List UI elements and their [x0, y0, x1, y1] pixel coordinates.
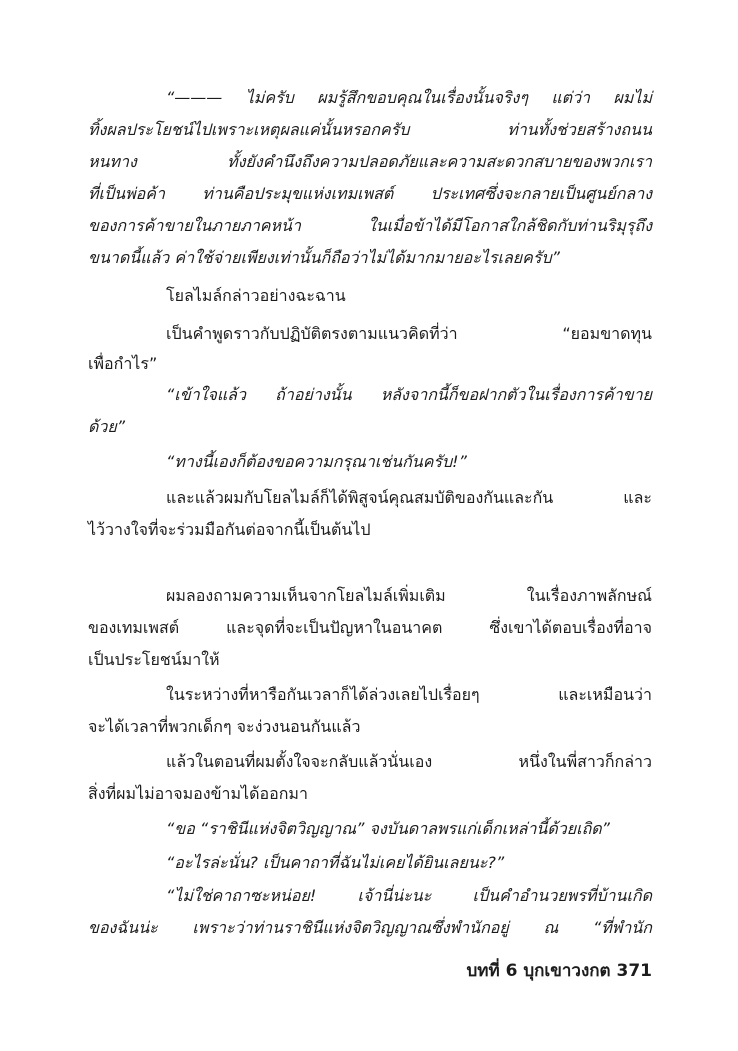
text-line: “ไม่ใช่คาถาซะหน่อย! เจ้านี่น่ะนะ เป็นคำอำนวยพรที่บ้านเกิด [166, 886, 652, 905]
text-line: จะได้เวลาที่พวกเด็กๆ จะง่วงนอนกันแล้ว [88, 717, 361, 736]
text-line: เป็นคำพูดราวกับปฏิบัติตรงตามแนวคิดที่ว่า “ยอมขาดทุน [166, 324, 652, 343]
text-line: “เข้าใจแล้ว ถ้าอย่างนั้น หลังจากนี้ก็ขอฝากตัวในเรื่องการค้าขาย [166, 385, 652, 404]
text-line: ของการค้าขายในภายภาคหน้า ในเมื่อข้าได้มีโอกาสใกล้ชิดกับท่านริมุรุถึง [88, 216, 652, 235]
text-line: และแล้วผมกับโยลไมล์ก็ได้พิสูจน์คุณสมบัติของกันและกัน และ [166, 488, 652, 507]
text-line: ในระหว่างที่หารือกันเวลาก็ได้ล่วงเลยไปเรื่อยๆ และเหมือนว่า [166, 685, 652, 704]
text-line: ผมลองถามความเห็นจากโยลไมล์เพิ่มเติม ในเรื่องภาพลักษณ์ [166, 586, 652, 605]
page-footer: บทที่ 6 บุกเขาวงกต 371 [466, 961, 652, 981]
text-line: สิ่งที่ผมไม่อาจมองข้ามได้ออกมา [88, 784, 308, 803]
text-line: ไว้วางใจที่จะร่วมมือกันต่อจากนี้เป็นต้นไป [88, 520, 371, 539]
text-line: หนทาง ทั้งยังคำนึงถึงความปลอดภัยและความสะดวกสบายของพวกเรา [88, 152, 652, 171]
text-line: แล้วในตอนที่ผมตั้งใจจะกลับแล้วนั่นเอง หนึ่งในพี่สาวก็กล่าว [166, 752, 652, 771]
text-line: เป็นประโยชน์มาให้ [88, 650, 220, 669]
text-line: “ทางนี้เองก็ต้องขอความกรุณาเช่นกันครับ!” [166, 452, 467, 471]
text-line: ที่เป็นพ่อค้า ท่านคือประมุขแห่งเทมเพสต์ ประเทศซึ่งจะกลายเป็นศูนย์กลาง [88, 184, 652, 203]
text-line: “——— ไม่ครับ ผมรู้สึกขอบคุณในเรื่องนั้นจริงๆ แต่ว่า ผมไม่ [166, 88, 652, 107]
text-line: “อะไรล่ะนั่น? เป็นคาถาที่ฉันไม่เคยได้ยินเลยนะ?” [166, 853, 505, 872]
text-line: ของเทมเพสต์ และจุดที่จะเป็นปัญหาในอนาคต ซึ่งเขาได้ตอบเรื่องที่อาจ [88, 618, 652, 637]
text-line: เพื่อกำไร” [88, 354, 158, 373]
text-line: ขนาดนี้แล้ว ค่าใช้จ่ายเพียงเท่านั้นก็ถือว่าไม่ได้มากมายอะไรเลยครับ” [88, 248, 560, 267]
text-line: “ขอ “ราชินีแห่งจิตวิญญาณ” จงบันดาลพรแก่เด็กเหล่านี้ด้วยเถิด” [166, 819, 610, 838]
text-line: โยลไมล์กล่าวอย่างฉะฉาน [166, 286, 346, 305]
text-line: ของฉันน่ะ เพราะว่าท่านราชินีแห่งจิตวิญญาณซึ่งพำนักอยู่ ณ “ที่พำนัก [88, 918, 652, 937]
text-line: ทิ้งผลประโยชน์ไปเพราะเหตุผลแค่นั้นหรอกครับ ท่านทั้งช่วยสร้างถนน [88, 120, 652, 139]
text-line: ด้วย” [88, 417, 126, 436]
